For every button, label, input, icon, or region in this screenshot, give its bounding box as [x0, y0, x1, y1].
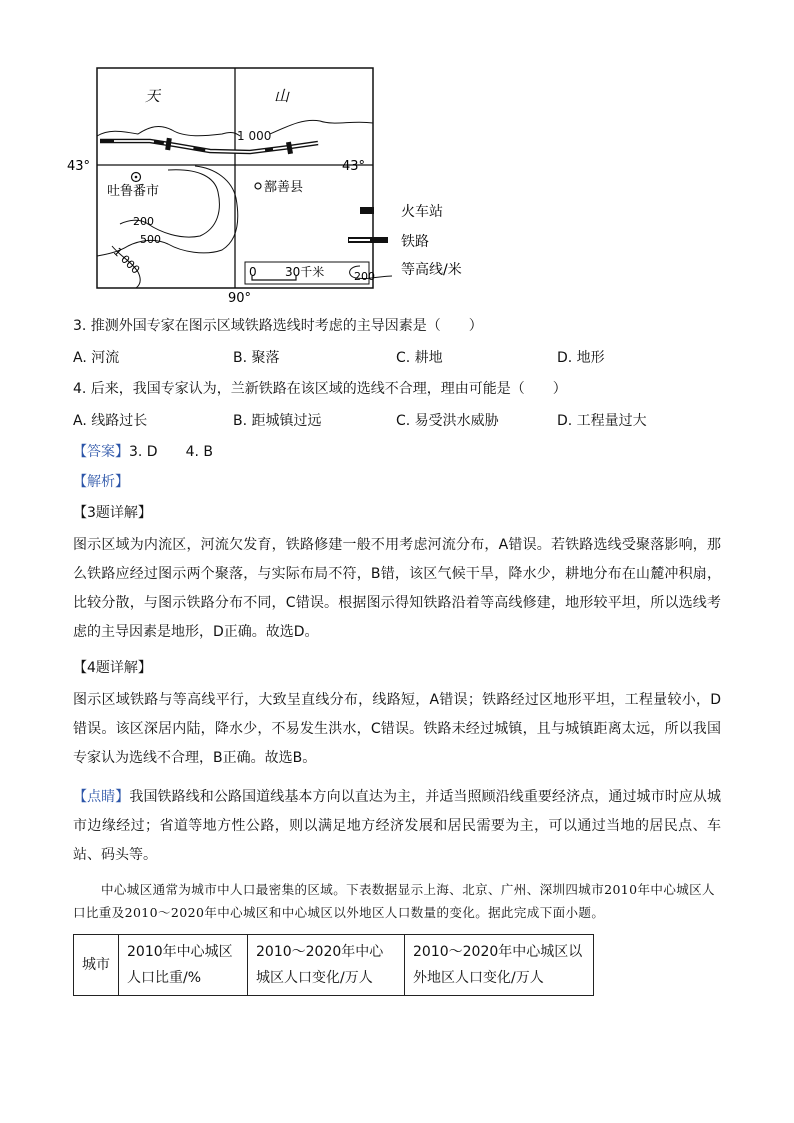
detail-4-heading: 【4题详解】 — [73, 660, 152, 676]
question-3-stem: 3. 推测外国专家在图示区域铁路选线时考虑的主导因素是（ ） — [73, 318, 483, 334]
q4-option-c: C. 易受洪水威胁 — [396, 413, 499, 429]
legend-station-label: 火车站 — [401, 204, 443, 220]
q4-option-a: A. 线路过长 — [73, 413, 148, 429]
question-4-stem: 4. 后来，我国专家认为，兰新铁路在该区域的选线不合理，理由可能是（ ） — [73, 381, 567, 397]
q4-option-d: D. 工程量过大 — [557, 413, 647, 429]
q3-option-c: C. 耕地 — [396, 350, 443, 366]
table-header-row — [74, 935, 594, 996]
header-outer-change: 2010～2020年中心城区以外地区人口变化/万人 — [405, 935, 594, 996]
lon-bottom-label: 90° — [228, 291, 252, 306]
shanshan-label: 鄯善县 — [264, 180, 304, 195]
contour-1000-bottom-label: 1 000 — [110, 245, 143, 277]
answer-text: 3. D 4. B — [129, 444, 213, 460]
analysis-line — [73, 472, 129, 492]
contour-500 — [97, 166, 238, 256]
population-table — [73, 934, 594, 996]
tip-paragraph — [73, 783, 721, 870]
header-city: 城市 — [74, 935, 119, 996]
q3-option-b: B. 聚落 — [233, 350, 280, 366]
station-left — [165, 138, 172, 151]
detail-4-text: 图示区域铁路与等高线平行，大致呈直线分布，线路短，A错误；铁路经过区地形平坦，工程量较小，D错误。该区深居内陆，降水少，不易发生洪水，C错误。铁路未经过城镇，且与城镇距离太远，所以我国专家认为选线不合理，B正确。故选B。 — [73, 692, 721, 766]
legend-railway-label: 铁路 — [401, 234, 429, 250]
answer-line — [73, 442, 213, 462]
contour-500-label: 500 — [140, 233, 161, 246]
contour-1000-top-label: 1 000 — [237, 129, 272, 143]
label-tian: 天 — [145, 87, 161, 105]
scale-zero-label: 0 — [249, 265, 257, 279]
label-shan: 山 — [274, 87, 290, 105]
contour-200-label: 200 — [133, 215, 154, 228]
lat-left-label: 43° — [67, 159, 91, 174]
header-share-2010: 2010年中心城区人口比重/% — [119, 935, 248, 996]
detail-3-heading: 【3题详解】 — [73, 505, 152, 521]
turpan-label: 吐鲁番市 — [107, 184, 160, 199]
station-right — [286, 142, 293, 155]
table-intro: 中心城区通常为城市中人口最密集的区域。下表数据显示上海、北京、广州、深圳四城市2010年中心城区人口比重及2010～2020年中心城区和中心城区以外地区人口数量的变化。据此完成下面小题。 — [73, 882, 715, 920]
legend-contour-sample: 200 — [354, 270, 375, 283]
legend-contour-label: 等高线/米 — [401, 262, 462, 278]
terrain-railway-map — [0, 0, 794, 310]
q4-option-b: B. 距城镇过远 — [233, 413, 322, 429]
header-central-change: 2010～2020年中心城区人口变化/万人 — [248, 935, 405, 996]
shanshan-county-symbol — [255, 183, 261, 189]
analysis-tag: 【解析】 — [73, 474, 129, 490]
lat-right-label: 43° — [342, 159, 366, 174]
q3-option-a: A. 河流 — [73, 350, 120, 366]
detail-3-text: 图示区域为内流区，河流欠发育，铁路修建一般不用考虑河流分布，A错误。若铁路选线受聚落影响，那么铁路应经过图示两个聚落，与实际布局不符，B错，该区气候干旱，降水少，耕地分布在山麓冲积扇，比较分散，与图示铁路分布不同，C错误。根据图示得知铁路沿着等高线修建，地形较平坦，所以选线考虑的主导因素是地形，D正确。故选D。 — [73, 537, 721, 640]
answer-tag: 【答案】 — [73, 444, 129, 460]
legend-station-symbol — [360, 207, 374, 214]
tip-text: 我国铁路线和公路国道线基本方向以直达为主，并适当照顾沿线重要经济点，通过城市时应从城市边缘经过；省道等地方性公路，则以满足地方经济发展和居民需要为主，可以通过当地的居民点、车站、码头等。 — [73, 789, 722, 863]
tip-tag: 【点睛】 — [73, 789, 130, 805]
q3-option-d: D. 地形 — [557, 350, 605, 366]
scale-dist-label: 30千米 — [285, 265, 325, 279]
